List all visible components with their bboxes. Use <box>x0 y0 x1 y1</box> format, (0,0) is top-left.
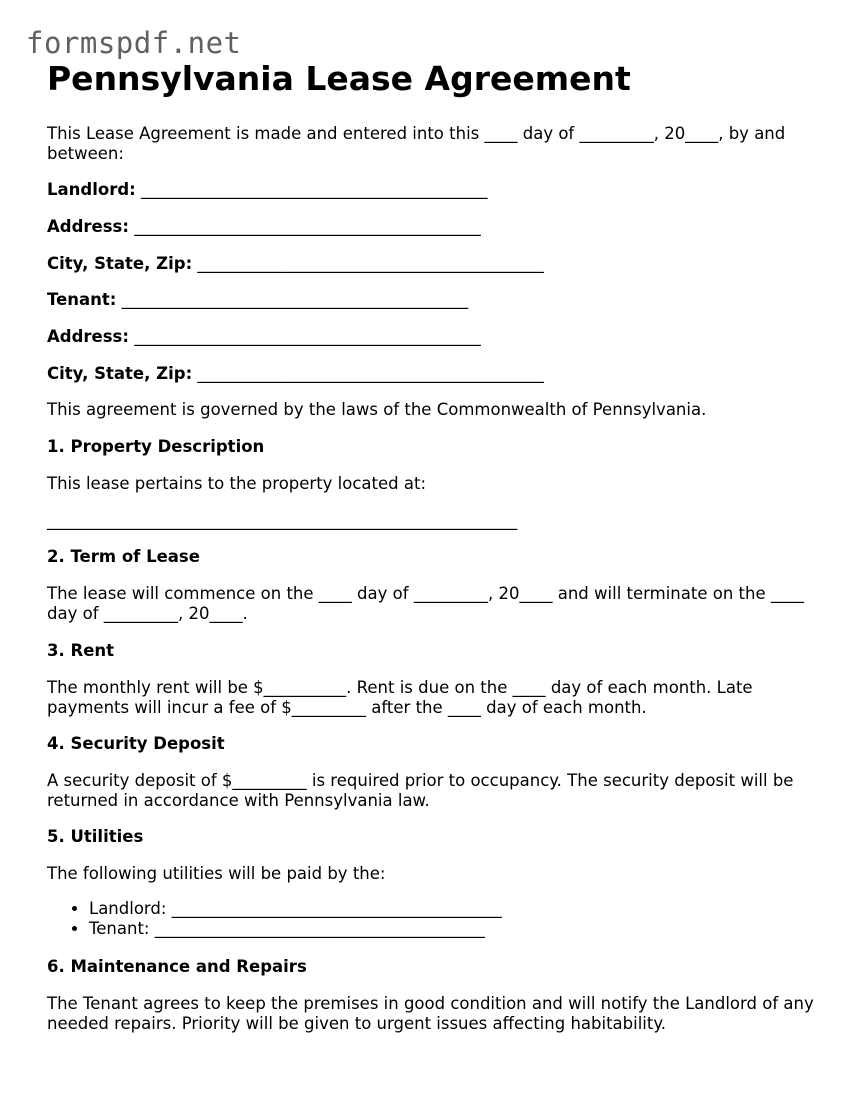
rent-text: The monthly rent will be $__________. Rent is due on the ____ day of each month. Late payments will incur a fee of $_________ after the ____ day of each month. <box>47 678 753 717</box>
landlord-blank[interactable]: __________________________________________ <box>141 180 488 199</box>
utilities-landlord-blank[interactable]: ________________________________________ <box>171 899 502 918</box>
section-heading-utilities: 5. Utilities <box>47 827 144 846</box>
utilities-landlord-label: Landlord: <box>89 899 167 918</box>
section-heading-deposit: 4. Security Deposit <box>47 734 225 753</box>
section-heading-term: 2. Term of Lease <box>47 547 200 566</box>
list-item <box>89 899 502 919</box>
maintenance-text: The Tenant agrees to keep the premises in good condition and will notify the Landlord of any needed repairs. Priority will be given to urgent issues affecting habitability. <box>47 994 814 1033</box>
landlord-label: Landlord: <box>47 180 136 199</box>
tenant-address-blank[interactable]: __________________________________________ <box>134 327 481 346</box>
tenant-city-label: City, State, Zip: <box>47 364 193 383</box>
utilities-tenant-label: Tenant: <box>89 919 150 938</box>
property-address-blank[interactable]: _________________________________________________________ <box>47 511 518 530</box>
intro-text: This Lease Agreement is made and entered into this ____ day of _________, 20____, by and between: <box>47 124 786 163</box>
tenant-field <box>47 290 817 310</box>
landlord-address-label: Address: <box>47 217 129 236</box>
tenant-address-field <box>47 327 817 347</box>
governing-law-text: This agreement is governed by the laws of the Commonwealth of Pennsylvania. <box>47 400 707 419</box>
tenant-city-blank[interactable]: __________________________________________ <box>197 364 544 383</box>
landlord-address-blank[interactable]: __________________________________________ <box>134 217 481 236</box>
deposit-text: A security deposit of $_________ is required prior to occupancy. The security deposit will be returned in accordance with Pennsylvania law. <box>47 771 794 810</box>
tenant-city-field <box>47 364 817 384</box>
tenant-label: Tenant: <box>47 290 117 309</box>
landlord-address-field <box>47 217 817 237</box>
landlord-city-label: City, State, Zip: <box>47 254 193 273</box>
landlord-city-blank[interactable]: __________________________________________ <box>197 254 544 273</box>
watermark: formspdf.net <box>26 26 242 60</box>
utilities-tenant-blank[interactable]: ________________________________________ <box>154 919 485 938</box>
document-title: Pennsylvania Lease Agreement <box>47 59 631 98</box>
property-text: This lease pertains to the property located at: <box>47 474 427 493</box>
utilities-text: The following utilities will be paid by the: <box>47 864 386 883</box>
landlord-field <box>47 180 817 200</box>
section-heading-maintenance: 6. Maintenance and Repairs <box>47 957 307 976</box>
section-heading-rent: 3. Rent <box>47 641 115 660</box>
landlord-city-field <box>47 254 817 274</box>
tenant-address-label: Address: <box>47 327 129 346</box>
term-text: The lease will commence on the ____ day of _________, 20____ and will terminate on the ____ day of _________, 20____. <box>47 584 804 623</box>
section-heading-property: 1. Property Description <box>47 437 265 456</box>
tenant-blank[interactable]: __________________________________________ <box>121 290 469 309</box>
utilities-list <box>47 899 502 939</box>
list-item <box>89 919 502 939</box>
